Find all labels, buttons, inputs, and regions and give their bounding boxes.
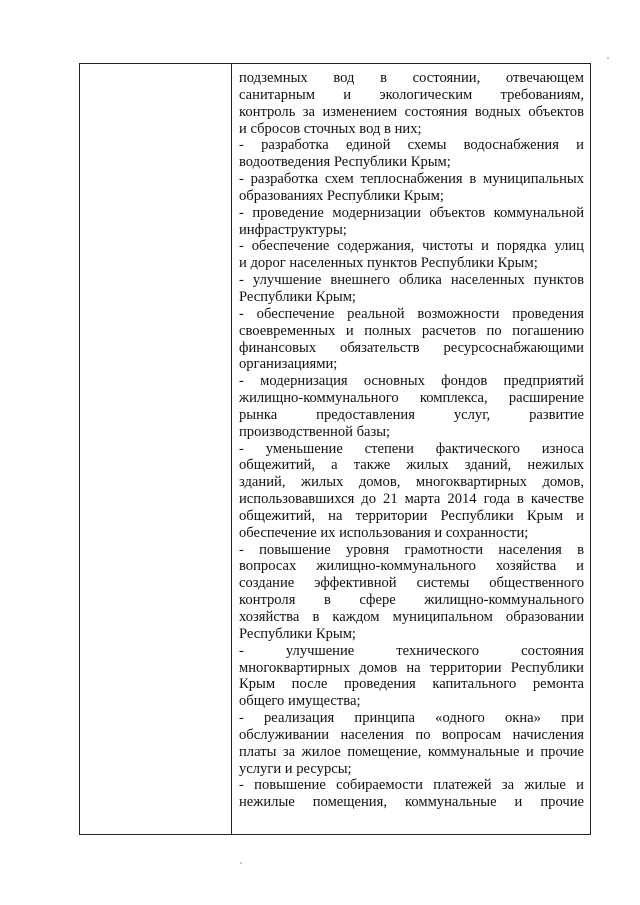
table-column-divider [231, 64, 232, 834]
text-line: - обеспечение реальной возможности проведения [239, 305, 584, 322]
text-line: - разработка единой схемы водоснабжения и [239, 137, 584, 154]
text-line: - улучшение технического состояния [239, 642, 584, 659]
text-line: - реализация принципа «одного окна» при [239, 710, 584, 727]
table-cell-left-empty [80, 64, 231, 834]
document-table [79, 63, 591, 835]
text-line: санитарным и экологическим требованиям, [239, 86, 584, 103]
text-line: обслуживании населения по вопросам начисления [239, 726, 584, 743]
text-line: общежитий, а также жилых зданий, нежилых [239, 457, 584, 474]
text-line: - повышение собираемости платежей за жилые и [239, 777, 584, 794]
table-cell-text [239, 70, 584, 811]
text-line: финансовых обязательств ресурсоснабжающими [239, 339, 584, 356]
text-line: платы за жилое помещение, коммунальные и прочие [239, 743, 584, 760]
text-line: контроля в сфере жилищно-коммунального [239, 592, 584, 609]
text-line: своевременных и полных расчетов по погашению [239, 322, 584, 339]
text-line: и сбросов сточных вод в них; [239, 120, 422, 137]
text-line: зданий, жилых домов, многоквартирных домов, [239, 474, 584, 491]
text-line: обеспечение их использования и сохранности; [239, 524, 529, 541]
text-line: - уменьшение степени фактического износа [239, 440, 584, 457]
text-line: - улучшение внешнего облика населенных пунктов [239, 272, 584, 289]
text-line: Республики Крым; [239, 288, 356, 305]
text-line: - разработка схем теплоснабжения в муниципальных [239, 171, 584, 188]
text-line: образованиях Республики Крым; [239, 187, 444, 204]
text-line: Республики Крым; [239, 625, 356, 642]
text-line: инфраструктуры; [239, 221, 347, 238]
text-line: многоквартирных домов на территории Республики [239, 659, 584, 676]
text-line: Крым после проведения капитального ремонта [239, 676, 584, 693]
text-line: - обеспечение содержания, чистоты и порядка улиц [239, 238, 584, 255]
text-line: организациями; [239, 356, 338, 373]
text-line: нежилые помещения, коммунальные и прочие [239, 794, 584, 811]
text-line: и дорог населенных пунктов Республики Крым; [239, 255, 538, 272]
text-line: производственной базы; [239, 423, 391, 440]
text-line: подземных вод в состоянии, отвечающем [239, 70, 584, 86]
text-line: хозяйства в каждом муниципальном образовании [239, 609, 584, 625]
text-line: создание эффективной системы общественного [239, 575, 584, 592]
scan-speck [240, 862, 242, 864]
text-line: вопросах жилищно-коммунального хозяйства и [239, 558, 584, 575]
text-line: жилищно-коммунального комплекса, расширение [239, 390, 584, 407]
text-line: - модернизация основных фондов предприятий [239, 373, 584, 390]
text-line: - повышение уровня грамотности населения в [239, 541, 584, 558]
text-line: водоотведения Республики Крым; [239, 154, 451, 171]
text-line: общего имущества; [239, 693, 361, 710]
text-line: использовавшихся до 21 марта 2014 года в качестве [239, 491, 584, 508]
text-line: общежитий, на территории Республики Крым и [239, 507, 584, 524]
scan-speck [607, 57, 609, 59]
text-line: - проведение модернизации объектов коммунальной [239, 204, 584, 221]
text-line: услуги и ресурсы; [239, 760, 352, 777]
text-line: рынка предоставления услуг, развитие [239, 406, 584, 423]
text-line: контроль за изменением состояния водных объектов [239, 103, 584, 120]
